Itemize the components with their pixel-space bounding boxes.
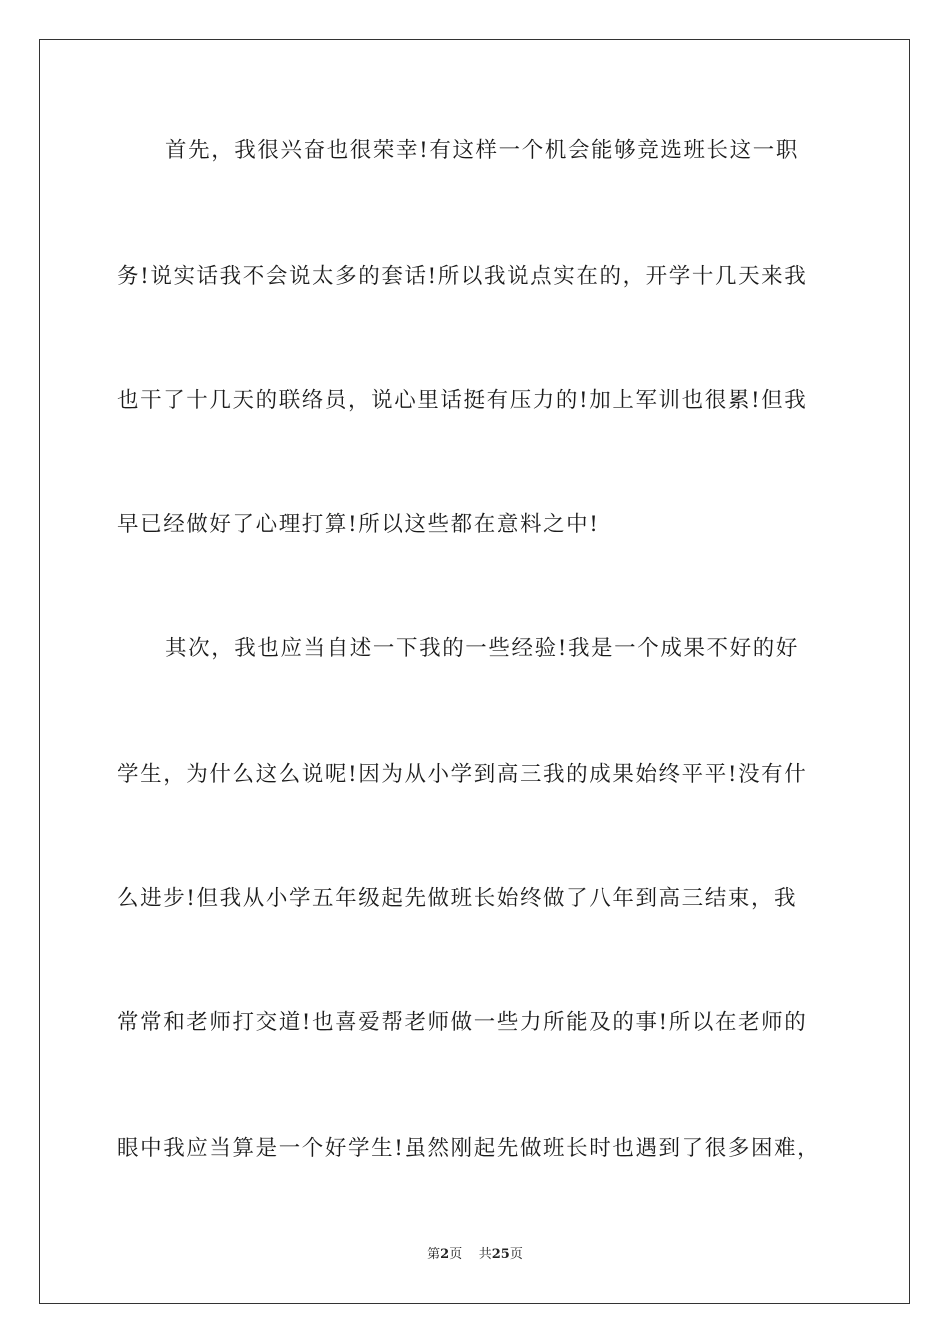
total-pages: 25	[491, 1247, 510, 1262]
paragraph-1-line-3: 也干了十几天的联络员，说心里话挺有压力的!加上军训也很累!但我	[117, 388, 808, 413]
paragraph-2-line-1: 其次，我也应当自述一下我的一些经验!我是一个成果不好的好	[165, 636, 799, 661]
page-label-unit: 页	[449, 1247, 463, 1262]
paragraph-1-line-1: 首先，我很兴奋也很荣幸!有这样一个机会能够竞选班长这一职	[165, 138, 799, 163]
page-footer	[0, 1246, 950, 1264]
total-label-unit: 页	[509, 1247, 523, 1262]
page-border	[39, 39, 910, 1304]
page-label-prefix: 第	[427, 1247, 441, 1262]
paragraph-1-line-2: 务!说实话我不会说太多的套话!所以我说点实在的，开学十几天来我	[117, 264, 808, 289]
total-label-prefix: 共	[478, 1247, 492, 1262]
paragraph-2-line-2: 学生，为什么这么说呢!因为从小学到高三我的成果始终平平!没有什	[117, 762, 808, 787]
paragraph-1-line-4: 早已经做好了心理打算!所以这些都在意料之中!	[117, 512, 600, 537]
paragraph-2-line-4: 常常和老师打交道!也喜爱帮老师做一些力所能及的事!所以在老师的	[117, 1010, 808, 1035]
paragraph-2-line-3: 么进步!但我从小学五年级起先做班长始终做了八年到高三结束，我	[117, 886, 798, 911]
paragraph-2-line-5: 眼中我应当算是一个好学生!虽然刚起先做班长时也遇到了很多困难，	[117, 1136, 821, 1161]
page-number: 2	[440, 1247, 450, 1262]
